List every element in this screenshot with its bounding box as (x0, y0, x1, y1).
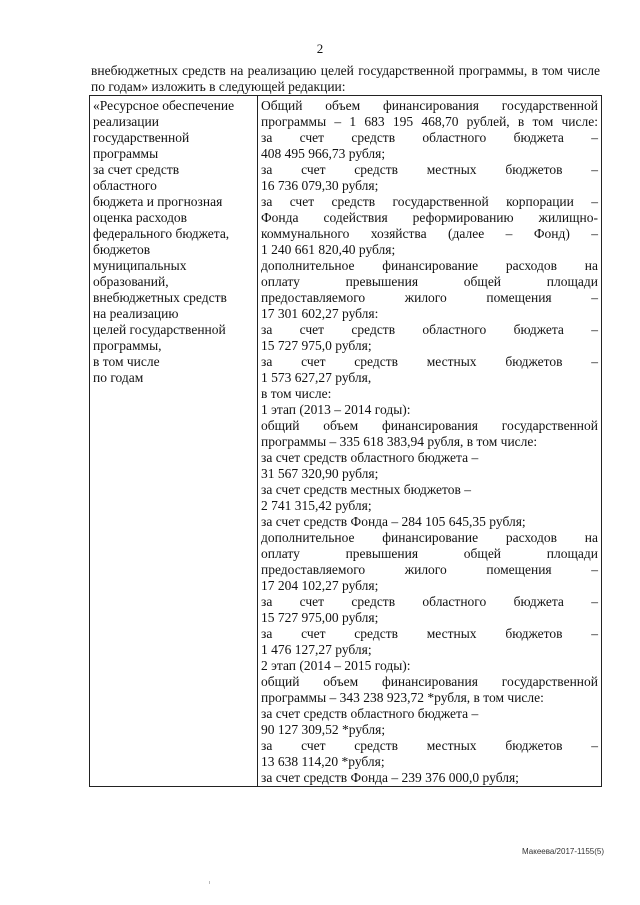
left-cell-line: по годам (93, 370, 144, 385)
left-cell-line: образований, (93, 274, 169, 289)
right-cell-line: 15 727 975,00 рубля; (261, 610, 379, 625)
left-cell-line: программы, (93, 338, 162, 353)
right-cell-line: 1 573 627,27 рубля, (261, 370, 372, 385)
left-cell-line: бюджета и прогнозная (93, 194, 223, 209)
right-cell-line: за счет средств областного бюджета – (261, 450, 479, 465)
left-cell-line: муниципальных (93, 258, 187, 273)
right-cell-line: 16 736 079,30 рубля; (261, 178, 379, 193)
right-cell-line: Общий объем финансирования государственной (261, 98, 598, 113)
left-cell-line: реализации (93, 114, 159, 129)
page-number: 2 (316, 41, 324, 56)
left-cell-line: «Ресурсное обеспечение (93, 98, 235, 113)
right-cell-line: 2 741 315,42 рубля; (261, 498, 372, 513)
left-cell-line: целей государственной (93, 322, 226, 337)
left-cell-line: оценка расходов (93, 210, 188, 225)
right-cell-line: за счет средств Фонда – 239 376 000,0 рубля; (261, 770, 519, 785)
intro-paragraph: внебюджетных средств на реализацию целей государственной программы, в том числе по годам» изложить в следующей редакции: (91, 63, 600, 94)
right-cell-line: общий объем финансирования государственной (261, 674, 598, 689)
left-cell-line: областного (93, 178, 157, 193)
right-cell-line: коммунального хозяйства (далее – Фонд) – (261, 226, 598, 241)
resource-table (89, 95, 602, 787)
right-cell-line: оплату превышения общей площади (261, 274, 598, 289)
right-cell-line: за счет средств областного бюджета – (261, 706, 479, 721)
right-cell-line: за счет средств местных бюджетов – (261, 162, 598, 177)
right-cell-line: 1 этап (2013 – 2014 годы): (261, 402, 411, 417)
right-cell-line: за счет средств местных бюджетов – (261, 626, 598, 641)
right-cell-line: оплату превышения общей площади (261, 546, 598, 561)
left-cell-line: федерального бюджета, (93, 226, 230, 241)
right-cell-line: 31 567 320,90 рубля; (261, 466, 379, 481)
right-cell-line: за счет средств областного бюджета – (261, 130, 598, 145)
left-cell-line: программы (93, 146, 159, 161)
left-cell-line: в том числе (93, 354, 160, 369)
right-cell-line: 15 727 975,0 рубля; (261, 338, 372, 353)
left-cell-line: бюджетов (93, 242, 151, 257)
right-cell-line: 13 638 114,20 *рубля; (261, 754, 385, 769)
right-cell-line: 1 476 127,27 рубля; (261, 642, 372, 657)
footer-code: Макеева/2017-1155(5) (522, 847, 604, 856)
right-cell-line: за счет средств областного бюджета – (261, 594, 598, 609)
right-cell (258, 96, 602, 787)
right-cell-line: 408 495 966,73 рубля; (261, 146, 386, 161)
right-cell-line: предоставляемого жилого помещения – (261, 562, 598, 577)
right-cell-line: 17 204 102,27 рубля; (261, 578, 379, 593)
right-cell-line: 90 127 309,52 *рубля; (261, 722, 386, 737)
right-cell-line: за счет средств областного бюджета – (261, 322, 598, 337)
left-cell-line: на реализацию (93, 306, 179, 321)
right-cell-line: программы – 343 238 923,72 *рубля, в том числе: (261, 690, 544, 705)
left-cell-line: внебюджетных средств (93, 290, 227, 305)
right-cell-line: программы – 335 618 383,94 рубля, в том числе: (261, 434, 538, 449)
right-cell-line: 17 301 602,27 рубля: (261, 306, 379, 321)
right-cell-line: предоставляемого жилого помещения – (261, 290, 598, 305)
right-cell-line: за счет средств местных бюджетов – (261, 738, 598, 753)
right-cell-line: дополнительное финансирование расходов на (261, 258, 598, 273)
right-cell-line: общий объем финансирования государственной (261, 418, 598, 433)
right-cell-line: дополнительное финансирование расходов на (261, 530, 598, 545)
right-cell-line: Фонда содействия реформированию жилищно- (261, 210, 598, 225)
right-cell-line: в том числе: (261, 386, 332, 401)
left-cell-line: за счет средств (93, 162, 180, 177)
left-cell-line: государственной (93, 130, 190, 145)
right-cell-line: за счет средств Фонда – 284 105 645,35 рубля; (261, 514, 526, 529)
left-cell (90, 96, 258, 787)
right-cell-line: 2 этап (2014 – 2015 годы): (261, 658, 411, 673)
scan-mark (209, 881, 210, 884)
table-row (90, 96, 602, 787)
right-cell-line: 1 240 661 820,40 рубля; (261, 242, 396, 257)
right-cell-line: программы – 1 683 195 468,70 рублей, в том числе: (261, 114, 598, 129)
right-cell-line: за счет средств местных бюджетов – (261, 354, 598, 369)
right-cell-line: за счет средств государственной корпорации – (261, 194, 598, 209)
right-cell-line: за счет средств местных бюджетов – (261, 482, 471, 497)
